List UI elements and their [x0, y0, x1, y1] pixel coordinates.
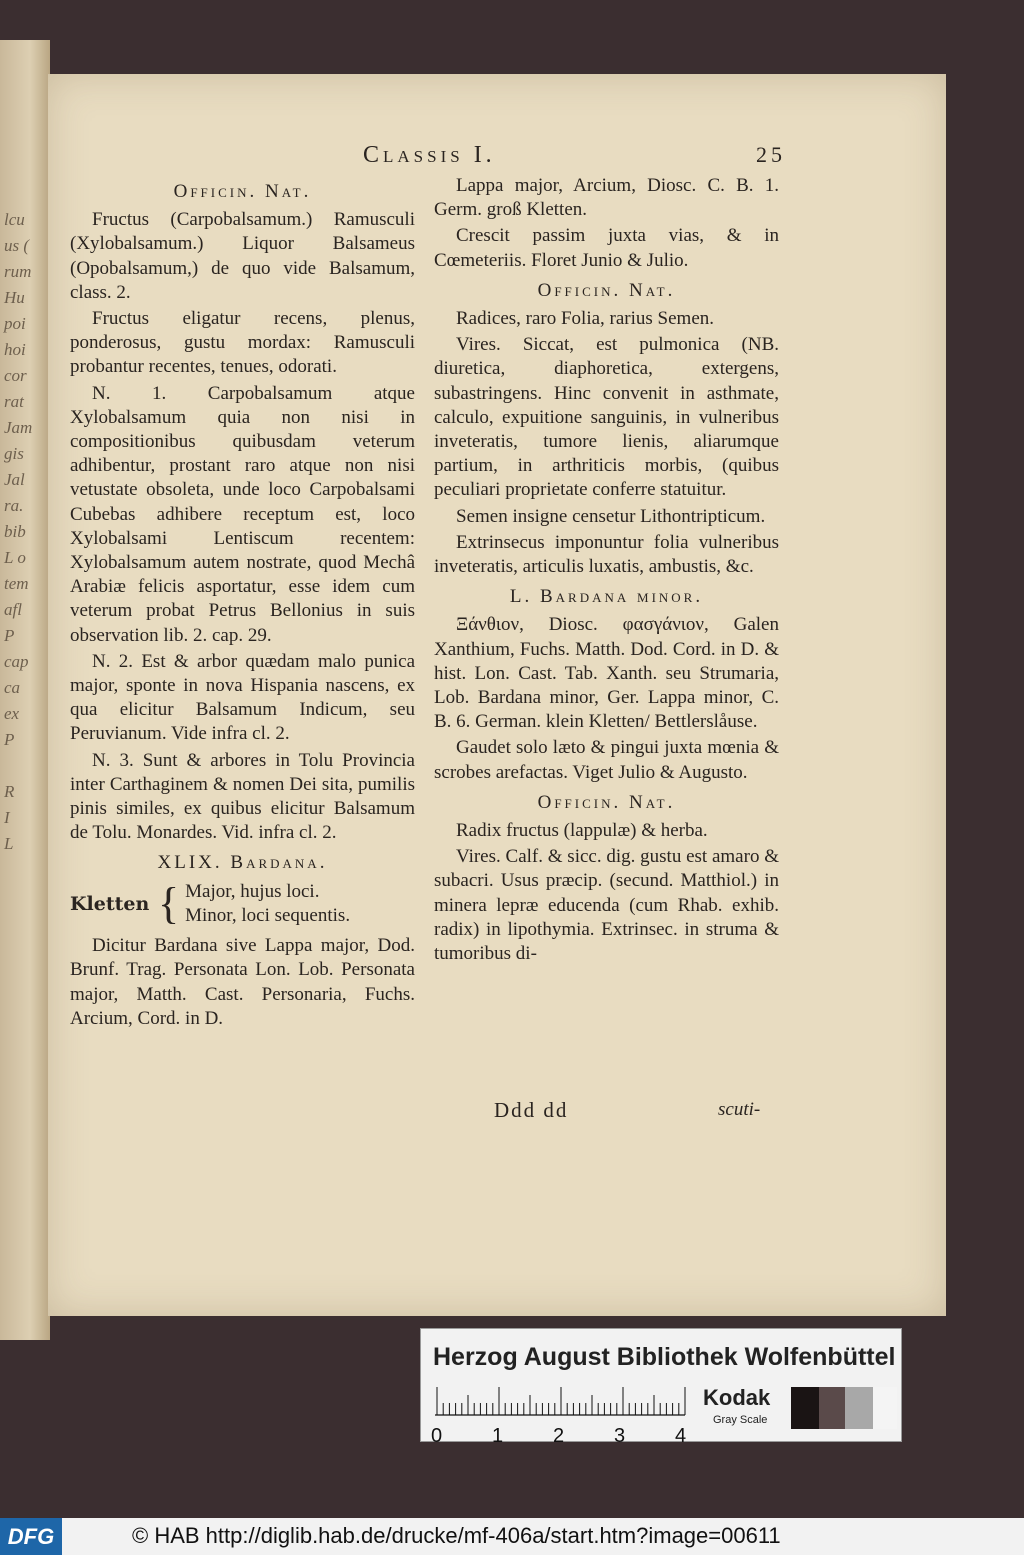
margin-fragment: cor	[4, 366, 27, 385]
running-header: Classis I.	[363, 142, 496, 168]
page-number: 25	[756, 142, 786, 167]
ruler-number: 2	[553, 1425, 565, 1447]
margin-fragment: cap	[4, 652, 29, 671]
margin-fragment: R	[4, 782, 15, 801]
book-page	[48, 74, 946, 1316]
gray-scale-label: Gray Scale	[713, 1414, 768, 1426]
margin-fragment: rat	[4, 392, 24, 411]
margin-fragment: P	[4, 626, 15, 645]
margin-fragment: I	[4, 808, 10, 827]
margin-fragment: Jal	[4, 470, 25, 489]
margin-fragment: hoi	[4, 340, 26, 359]
section-heading: Officin. Nat.	[173, 181, 312, 202]
paragraph: N. 1. Carpobalsamum atque Xylobalsamum quia non nisi in compositionibus quibusdam veterum adhibentur, prostant raro atque non nisi vetustate obsoleta, unde loco Carpobalsami Cubebas adhibere receptum est, loco Xylobalsami Lentiscum recentem: Xylobalsamum autem nostrate, quod Mechâ Arabiæ felicis asportatur, esse idem cum veterum probat Petrus Bellonius in suis observation lib. 2. cap. 29.	[70, 382, 415, 646]
ruler-number: 0	[431, 1425, 443, 1447]
paragraph: Radix fructus (lappulæ) & herba.	[456, 820, 708, 842]
brace-line: Major, hujus loci.	[185, 880, 320, 902]
margin-fragment: bib	[4, 522, 26, 541]
catchword: scuti-	[718, 1099, 761, 1120]
paragraph: Radices, raro Folia, rarius Semen.	[456, 308, 715, 330]
gray-swatch	[791, 1387, 819, 1429]
margin-fragment: ex	[4, 704, 20, 723]
margin-fragment: afl	[4, 600, 22, 619]
library-name: Herzog August Bibliothek Wolfenbüttel	[433, 1343, 896, 1371]
section-heading: XLIX. Bardana.	[157, 852, 328, 874]
margin-fragment: us (	[4, 236, 30, 255]
margin-fragment: rum	[4, 262, 32, 281]
paragraph: N. 2. Est & arbor quædam malo punica major, sponte in nova Hispania nascens, ex qua elicitur Balsamum Indicum, seu Peruvianum. Vide infra cl. 2.	[70, 650, 415, 745]
paragraph: Fructus (Carpobalsamum.) Ramusculi (Xylobalsamum.) Liquor Balsameus (Opobalsamum,) de quo vide Balsamum, class. 2.	[70, 209, 415, 303]
ruler-scale	[435, 1387, 695, 1417]
margin-fragment: ra.	[4, 496, 24, 515]
ruler-number: 3	[614, 1425, 626, 1447]
copyright-link[interactable]: © HAB http://diglib.hab.de/drucke/mf-406a/start.htm?image=00611	[132, 1523, 781, 1548]
brace-label: Kletten	[70, 892, 150, 915]
margin-fragment: poi	[4, 314, 26, 333]
gray-swatch	[819, 1387, 847, 1429]
paragraph: Gaudet solo læto & pingui juxta mœnia & scrobes arefactas. Viget Julio & Augusto.	[434, 737, 779, 783]
ruler-number: 4	[675, 1425, 687, 1447]
dfg-logo: DFG	[0, 1518, 62, 1555]
paragraph: Semen insigne censetur Lithontripticum.	[456, 505, 766, 527]
margin-fragment: ca	[4, 678, 21, 697]
gray-swatch	[845, 1387, 873, 1429]
margin-fragment: L	[4, 834, 14, 853]
left-column	[70, 174, 415, 1033]
margin-fragment: Jam	[4, 418, 33, 437]
paragraph: Crescit passim juxta vias, & in Cœmeteriis. Floret Junio & Julio.	[434, 225, 779, 271]
margin-fragment: L o	[4, 548, 26, 567]
paragraph: Ξάνθιον, Diosc. φασγάνιον, Galen Xanthium, Fuchs. Matth. Dod. Cord. in D. & hist. Lon. Cast. Tab. Xanth. seu Strumaria, Lob. Bardana minor, Ger. Lappa minor, C. B. 6. German. klein Kletten/ Bettlerslåuse.	[434, 614, 779, 733]
ruler-number: 1	[492, 1425, 504, 1447]
colour-reference-strip	[420, 1328, 902, 1447]
section-heading: Officin. Nat.	[537, 279, 676, 301]
paragraph: Extrinsecus imponuntur folia vulneribus inveteratis, articulis luxatis, ambustis, &c.	[434, 531, 779, 578]
signature-mark: Ddd dd	[494, 1098, 569, 1122]
margin-fragment: gis	[4, 444, 24, 463]
paragraph: Vires. Calf. & sicc. dig. gustu est amaro & subacri. Usus præcip. (secund. Matthiol.) in minera lepræ educenda (cum Rhab. exhib. radix) in lipothymia. Extrinsec. in struma & tumoribus di-	[434, 846, 779, 965]
section-heading: L. Bardana minor.	[509, 586, 704, 608]
brace-symbol: {	[158, 878, 180, 928]
brace-line: Minor, loci sequentis.	[185, 904, 351, 926]
right-column	[434, 174, 779, 968]
viewer-footer	[0, 1518, 1024, 1555]
paragraph: Fructus eligatur recens, plenus, ponderosus, gustu mordax: Ramusculi probantur recentes, tenues, odorati.	[70, 308, 415, 378]
margin-fragment: P	[4, 730, 15, 749]
margin-fragment: lcu	[4, 210, 25, 229]
paragraph: Lappa major, Arcium, Diosc. C. B. 1. Germ. groß Kletten.	[434, 175, 779, 221]
section-heading: Officin. Nat.	[537, 791, 676, 813]
gray-swatch	[873, 1387, 897, 1429]
kodak-logo: Kodak	[703, 1385, 771, 1410]
adjacent-page-edge	[0, 40, 50, 1340]
brace-block	[70, 880, 415, 928]
paragraph: Dicitur Bardana sive Lappa major, Dod. Brunf. Trag. Personata Lon. Lob. Personata major, Matth. Cast. Personaria, Fuchs. Arcium, Cord. in D.	[70, 935, 415, 1029]
margin-fragment: Hu	[4, 288, 25, 307]
paragraph: Vires. Siccat, est pulmonica (NB. diuretica, diaphoretica, extergens, subastringens. Hinc convenit in asthmate, calculo, expuitione sanguinis, in vulneribus inveteratis, tumore lienis, aliarumque partium, in arthriticis morbis, (quibus peculiari proprietate conferre statuitur.	[434, 334, 779, 501]
paragraph: N. 3. Sunt & arbores in Tolu Provincia inter Carthaginem & nomen Dei sita, pumilis pinis similes, ex quibus elicitur Balsamum de Tolu. Monardes. Vid. infra cl. 2.	[70, 749, 415, 844]
margin-fragment: tem	[4, 574, 29, 593]
